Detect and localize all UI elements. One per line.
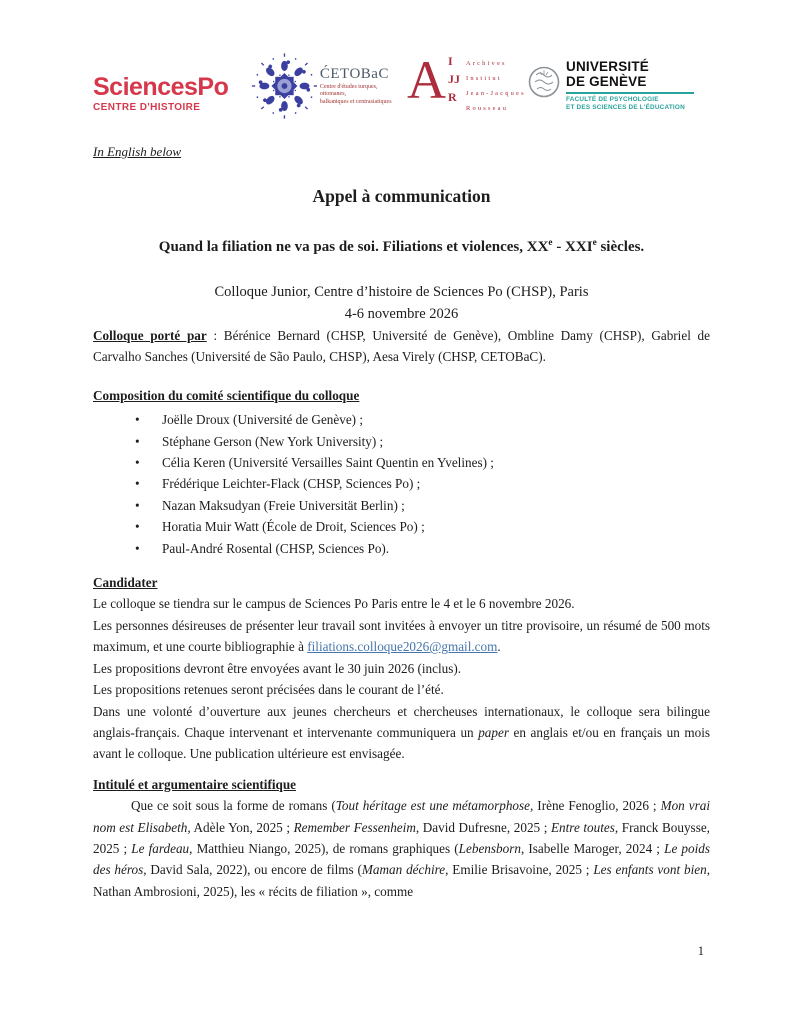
text-run: Que ce soit sous la forme de romans ( bbox=[131, 798, 336, 814]
committee-member: • Horatia Muir Watt (École de Droit, Sciences Po) ; bbox=[135, 516, 710, 537]
unige-faculty-line: ET DES SCIENCES DE L'ÉDUCATION bbox=[566, 104, 685, 111]
venue-line: Colloque Junior, Centre d’histoire de Sciences Po (CHSP), Paris bbox=[214, 284, 589, 300]
aijjr-monogram-column bbox=[448, 55, 460, 116]
committee-member: • Paul-André Rosental (CHSP, Sciences Po). bbox=[135, 538, 710, 559]
cetobac-subtitle-line: balkaniques et centrasiatiques bbox=[319, 98, 392, 105]
page-number: 1 bbox=[697, 944, 704, 958]
committee-member: • Frédérique Leichter-Flack (CHSP, Sciences Po) ; bbox=[135, 473, 710, 494]
unige-name-line: DE GENÈVE bbox=[566, 73, 647, 89]
text-run: Colloque porté par bbox=[93, 328, 207, 343]
date-line: 4-6 novembre 2026 bbox=[344, 306, 459, 322]
candidater-paragraph-4: Les propositions retenues seront précisées dans le courant de l’été. bbox=[93, 682, 444, 698]
committee-member: • Nazan Maksudyan (Freie Universität Berlin) ; bbox=[135, 495, 710, 516]
cetobac-rosette-icon bbox=[251, 47, 318, 125]
text-run: , Matthieu Niango, 2025), de romans graphiques ( bbox=[189, 840, 459, 856]
aijjr-monogram-i: I bbox=[448, 53, 453, 68]
aijjr-wordmark-lines bbox=[466, 56, 526, 116]
aijjr-monogram-a: A bbox=[407, 49, 446, 110]
text-run: paper bbox=[478, 724, 509, 740]
text-run: , Isabelle Maroger, 2024 ; bbox=[520, 840, 665, 856]
unige-wordmark bbox=[566, 60, 694, 89]
cetobac-text bbox=[320, 66, 393, 107]
text-run: , David Dufresne, 2025 ; bbox=[415, 819, 551, 835]
candidater-paragraph-5 bbox=[93, 701, 710, 765]
sciencespo-wordmark: SciencesPo bbox=[93, 72, 229, 101]
unige-text bbox=[566, 60, 694, 112]
text-run: Le fardeau bbox=[131, 840, 190, 856]
text-run: Maman déchire bbox=[361, 862, 446, 878]
text-run: Les enfants vont bien bbox=[593, 862, 707, 878]
text-run: Remember Fessenheim bbox=[293, 819, 416, 835]
text-run: , David Sala, 2022), ou encore de films ( bbox=[143, 862, 362, 878]
conference-subtitle bbox=[93, 237, 710, 257]
unige-faculty bbox=[566, 96, 694, 112]
email-link[interactable]: filiations.colloque2026@gmail.com bbox=[307, 639, 498, 655]
sciencespo-logo bbox=[93, 74, 243, 113]
aijjr-logo bbox=[407, 49, 526, 116]
venue-block bbox=[93, 281, 710, 325]
cetobac-subtitle-line: Centre d'études turques, ottomanes, bbox=[319, 83, 378, 98]
unige-divider bbox=[566, 92, 694, 94]
unige-name-line: UNIVERSITÉ bbox=[566, 59, 650, 74]
unige-faculty-line: FACULTÉ DE PSYCHOLOGIE bbox=[566, 96, 659, 103]
aijjr-line: Jean-Jacques bbox=[466, 89, 526, 97]
text-run: Tout héritage est une métamorphose, bbox=[335, 798, 534, 814]
header-logos bbox=[93, 42, 710, 130]
aijjr-monogram-r: R bbox=[448, 89, 457, 104]
text-run: Irène Fenoglio, 2026 ; bbox=[533, 798, 661, 814]
sciencespo-subtitle: CENTRE D'HISTOIRE bbox=[93, 101, 201, 113]
text-run: en anglais et/ou en français un mois avant le colloque. Une publication ultérieure est envisagée. bbox=[93, 724, 710, 762]
cetobac-wordmark: ĆETOBaC bbox=[319, 65, 389, 82]
text-run: Quand la filiation ne va pas de soi. Filiations et violences, XX bbox=[158, 239, 549, 255]
text-run: : Bérénice Bernard (CHSP, Université de Genève), Ombline Damy (CHSP), Gabriel de Carvalho Sanches (Université de São Paulo, CHSP), Aesa Virely (CHSP, CETOBaC). bbox=[93, 328, 710, 365]
text-run: Lebensborn bbox=[458, 840, 521, 856]
candidater-heading: Candidater bbox=[93, 575, 158, 591]
candidater-paragraph-1: Le colloque se tiendra sur le campus de Sciences Po Paris entre le 4 et le 6 novembre 2026. bbox=[93, 596, 575, 612]
cetobac-logo bbox=[251, 47, 393, 125]
superscript: e bbox=[548, 238, 553, 248]
text-run: Adèle Yon, 2025 ; bbox=[190, 819, 294, 835]
committee-list bbox=[93, 409, 710, 559]
organisers-paragraph bbox=[93, 325, 710, 368]
argumentaire-paragraph bbox=[93, 795, 710, 902]
superscript: e bbox=[592, 238, 597, 248]
aijjr-line: Rousseau bbox=[466, 104, 509, 112]
committee-member: • Célia Keren (Université Versailles Saint Quentin en Yvelines) ; bbox=[135, 452, 710, 473]
unige-seal-icon bbox=[527, 62, 561, 102]
text-run: Entre toutes, bbox=[550, 819, 619, 835]
candidater-paragraph-2 bbox=[93, 615, 710, 658]
cetobac-subtitle bbox=[320, 84, 393, 107]
unige-logo bbox=[527, 60, 697, 112]
text-run: Mon vrai nom est Elisabeth, bbox=[93, 798, 711, 835]
text-run: , Emilie Brisavoine, 2025 ; bbox=[445, 862, 594, 878]
english-note-link[interactable]: In English below bbox=[93, 144, 182, 159]
aijjr-line: Institut bbox=[466, 74, 502, 82]
aijjr-monogram-jj: JJ bbox=[448, 71, 460, 86]
text-run: Les personnes désireuses de présenter leur travail sont invitées à envoyer un titre provisoire, un résumé de 500 mots maximum, et une courte bibliographie à bbox=[93, 617, 710, 655]
aijjr-line: Archives bbox=[466, 59, 507, 67]
committee-member: • Stéphane Gerson (New York University) ; bbox=[135, 431, 710, 452]
text-run: Franck Bouysse, 2025 ; bbox=[93, 819, 710, 856]
committee-heading: Composition du comité scientifique du colloque bbox=[93, 387, 360, 403]
text-run: - XXI bbox=[552, 239, 593, 255]
text-run: Le poids des héros bbox=[93, 840, 711, 878]
text-run: . bbox=[497, 639, 501, 655]
text-run: Dans une volonté d’ouverture aux jeunes chercheurs et chercheuses internationaux, le colloque sera bilingue anglais-français. Chaque intervenant et intervenante communiquera un bbox=[93, 703, 710, 740]
page-title: Appel à communication bbox=[312, 186, 491, 206]
text-run: siècles. bbox=[596, 239, 645, 255]
committee-member: • Joëlle Droux (Université de Genève) ; bbox=[135, 409, 710, 430]
argumentaire-heading: Intitulé et argumentaire scientifique bbox=[93, 776, 297, 792]
text-run: , Nathan Ambrosioni, 2025), les « récits de filiation », comme bbox=[93, 862, 710, 899]
candidater-paragraph-3: Les propositions devront être envoyées avant le 30 juin 2026 (inclus). bbox=[93, 660, 462, 676]
